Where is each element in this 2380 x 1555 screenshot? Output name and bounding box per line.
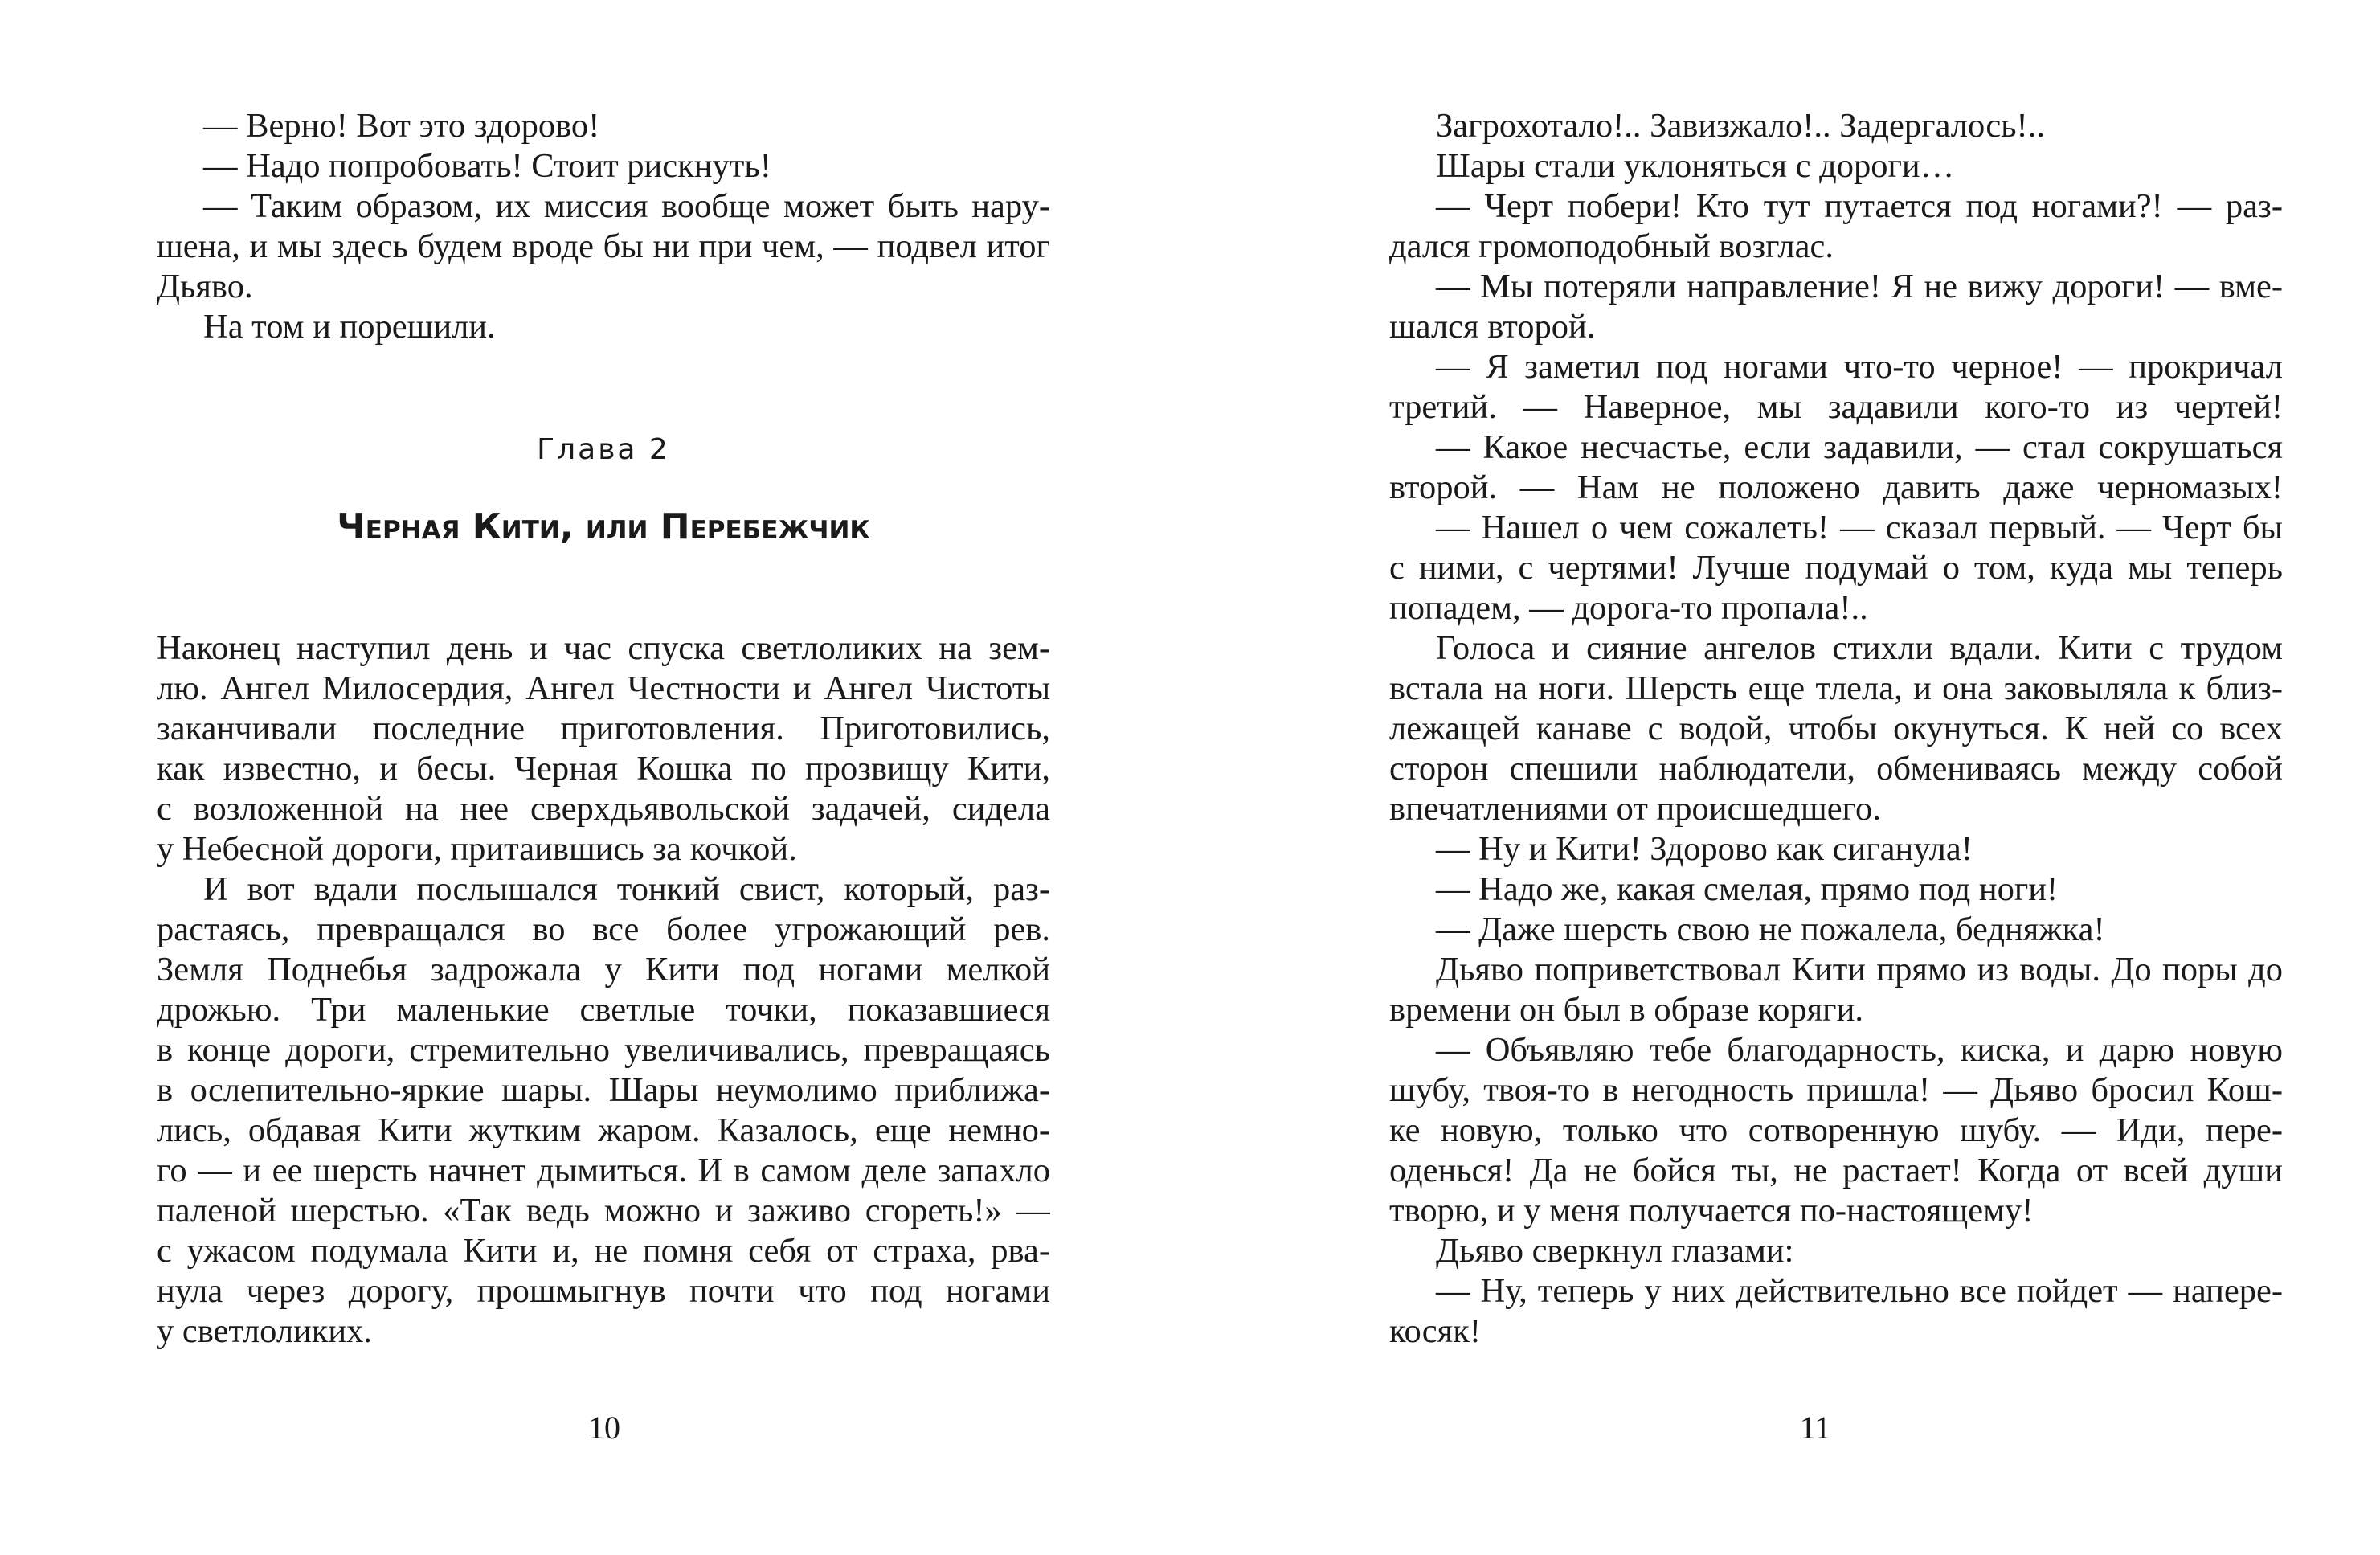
text-line: дрожью. Три маленькие светлые точки, показавшиеся (157, 991, 1050, 1029)
text-line: у Небесной дороги, притаившись за кочкой. (157, 830, 797, 868)
chapter-body-paragraphs (157, 628, 1050, 1352)
text-line: времени он был в образе коряги. (1389, 991, 1863, 1029)
text-line: с возложенной на нее сверхдьявольской задачей, сидела (157, 790, 1050, 828)
text-line: лю. Ангел Милосердия, Ангел Честности и Ангел Чистоты (157, 669, 1050, 707)
text-line: в конце дороги, стремительно увеличивались, превращаясь (157, 1031, 1050, 1069)
text-line: Земля Поднебья задрожала у Кити под ногами мелкой (157, 951, 1050, 988)
left-text-column (157, 0, 1050, 1555)
text-line: шался второй. (1389, 308, 1596, 346)
text-line: — Верно! Вот это здорово! (203, 107, 600, 145)
text-line: На том и порешили. (203, 308, 496, 346)
left-top-paragraphs (157, 106, 1050, 347)
text-line: го — и ее шерсть начнет дымиться. И в самом деле запахло (157, 1152, 1050, 1189)
text-line: сторон спешили наблюдатели, обмениваясь между собой (1389, 750, 2283, 788)
text-line: творю, и у меня получается по-настоящему! (1389, 1192, 2034, 1230)
text-line: третий. — Наверное, мы задавили кого-то из чертей! (1389, 388, 2283, 426)
text-line: с ними, с чертями! Лучше подумай о том, куда мы теперь (1389, 549, 2283, 587)
text-line: шубу, твоя-то в негодность пришла! — Дьяво бросил Кош- (1389, 1071, 2283, 1109)
text-line: как известно, и бесы. Черная Кошка по прозвищу Кити, (157, 750, 1050, 788)
text-line: — Ну, теперь у них действительно все пойдет — напере- (1436, 1272, 2283, 1310)
text-line: И вот вдали послышался тонкий свист, который, раз- (203, 870, 1050, 908)
text-line: растаясь, превращался во все более угрожающий рев. (157, 910, 1050, 948)
text-line: в ослепительно-яркие шары. Шары неумолимо приближа- (157, 1071, 1050, 1109)
text-line: — Надо попробовать! Стоит рискнуть! (203, 147, 771, 185)
text-line: — Таким образом, их миссия вообще может быть нару- (203, 187, 1050, 225)
text-line: Дьяво сверкнул глазами: (1436, 1232, 1794, 1270)
text-line: — Ну и Кити! Здорово как сиганула! (1436, 830, 1973, 868)
text-line: — Я заметил под ногами что-то черное! — прокричал (1436, 348, 2283, 386)
text-line: лись, обдавая Кити жутким жаром. Казалось, еще немно- (157, 1111, 1050, 1149)
text-line: — Даже шерсть свою не пожалела, бедняжка! (1436, 910, 2105, 948)
text-line: впечатлениями от происшедшего. (1389, 790, 1881, 828)
right-text-column (1389, 106, 2283, 1352)
text-line: Шары стали уклоняться с дороги… (1436, 147, 1955, 185)
text-line: лежащей канаве с водой, чтобы окунуться. К ней со всех (1389, 710, 2283, 747)
text-line: паленой шерстью. «Так ведь можно и заживо сгореть!» — (157, 1192, 1050, 1230)
text-line: Дьяво поприветствовал Кити прямо из воды. До поры до (1436, 951, 2283, 988)
text-line: у светлоликих. (157, 1312, 373, 1350)
text-line: встала на ноги. Шерсть еще тлела, и она заковыляла к близ- (1389, 669, 2283, 707)
text-line: попадем, — дорога-то пропала!.. (1389, 589, 1868, 627)
text-line: — Объявляю тебе благодарность, киска, и дарю новую (1436, 1031, 2283, 1069)
text-line: Наконец наступил день и час спуска светлоликих на зем- (157, 629, 1050, 667)
text-line: оденься! Да не бойся ты, не растает! Когда от всей души (1389, 1152, 2283, 1189)
text-line: нула через дорогу, прошмыгнув почти что под ногами (157, 1272, 1050, 1310)
chapter-title: Черная Кити, или Перебежчик (337, 506, 870, 547)
text-line: Голоса и сияние ангелов стихли вдали. Кити с трудом (1436, 629, 2283, 667)
text-line: Дьяво. (157, 268, 253, 305)
right-page (1190, 0, 2380, 1555)
text-line: ке новую, только что сотворенную шубу. — Иди, пере- (1389, 1111, 2283, 1149)
text-line: второй. — Нам не положено давить даже черномазых! (1389, 469, 2283, 506)
page-number-right: 11 (1799, 1410, 1831, 1446)
text-line: — Черт побери! Кто тут путается под ногами?! — раз- (1436, 187, 2283, 225)
text-line: — Нашел о чем сожалеть! — сказал первый. — Черт бы (1436, 509, 2283, 546)
text-line: Загрохотало!.. Завизжало!.. Задергалось!.. (1436, 107, 2045, 145)
text-line: — Надо же, какая смелая, прямо под ноги! (1436, 870, 2059, 908)
text-line: — Мы потеряли направление! Я не вижу дороги! — вме- (1436, 268, 2283, 305)
page-number-left: 10 (588, 1410, 620, 1446)
text-line: с ужасом подумала Кити и, не помня себя от страха, рва- (157, 1232, 1050, 1270)
text-line: заканчивали последние приготовления. Приготовились, (157, 710, 1050, 747)
chapter-number: Глава 2 (537, 433, 670, 466)
text-line: шена, и мы здесь будем вроде бы ни при чем, — подвел итог (157, 227, 1050, 265)
text-line: — Какое несчастье, если задавили, — стал сокрушаться (1436, 428, 2283, 466)
text-line: косяк! (1389, 1312, 1482, 1350)
text-line: дался громоподобный возглас. (1389, 227, 1834, 265)
